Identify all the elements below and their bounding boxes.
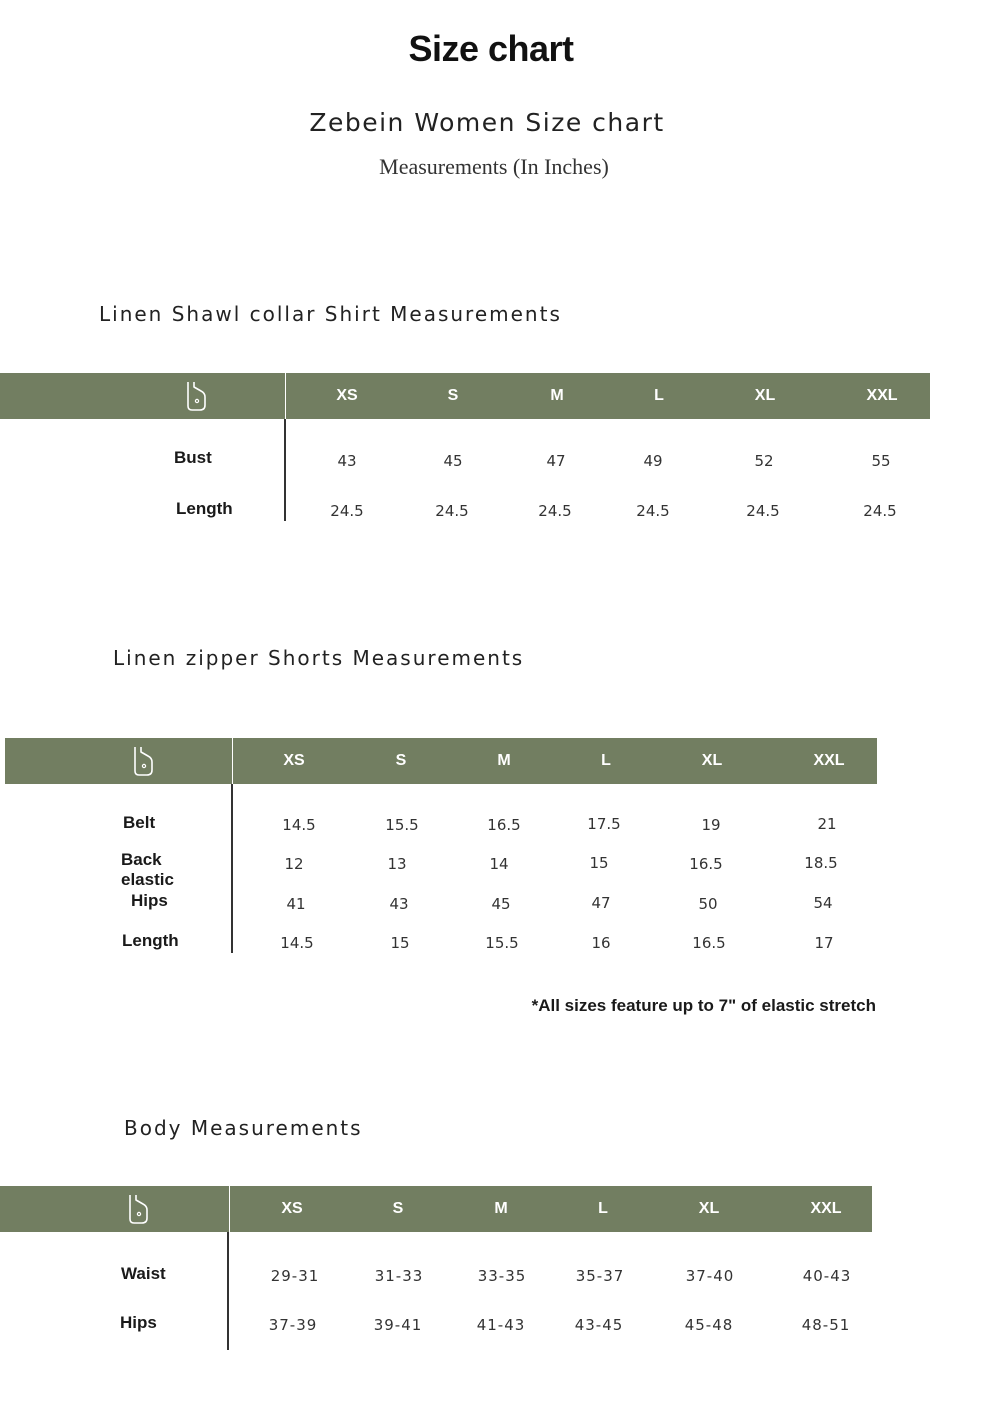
- size-header-xl: XL: [754, 387, 776, 404]
- table-cell: 24.5: [636, 502, 670, 520]
- table-divider: [284, 419, 286, 521]
- size-header-s: S: [447, 387, 459, 404]
- shirt-table-header: [0, 373, 930, 419]
- shirt-section-title: Linen Shawl collar Shirt Measurements: [99, 302, 562, 326]
- table-cell: 37-39: [268, 1316, 318, 1334]
- table-cell: 12: [284, 855, 304, 873]
- size-header-xs: XS: [281, 1200, 303, 1217]
- hanger-tag-icon: [183, 380, 209, 412]
- table-cell: 41-43: [476, 1316, 526, 1334]
- table-cell: 48-51: [801, 1316, 851, 1334]
- size-header-l: L: [654, 387, 664, 404]
- chart-subtitle: Zebein Women Size chart: [309, 108, 665, 137]
- hanger-tag-icon: [125, 1193, 151, 1225]
- shorts-table-header: [5, 738, 877, 784]
- table-cell: 45: [443, 452, 463, 470]
- table-cell: 33-35: [477, 1267, 527, 1285]
- table-cell: 37-40: [685, 1267, 735, 1285]
- table-cell: 55: [871, 452, 891, 470]
- table-cell: 24.5: [863, 502, 897, 520]
- row-label-belt: Belt: [123, 813, 156, 832]
- table-cell: 17: [814, 934, 834, 952]
- size-header-xl: XL: [701, 752, 723, 769]
- table-cell: 41: [286, 895, 306, 913]
- table-cell: 24.5: [746, 502, 780, 520]
- row-label-hips: Hips: [131, 891, 168, 910]
- row-label-hips: Hips: [120, 1313, 157, 1332]
- table-divider: [231, 784, 233, 953]
- table-cell: 29-31: [270, 1267, 320, 1285]
- table-cell: 45: [491, 895, 511, 913]
- size-header-s: S: [395, 752, 407, 769]
- table-cell: 24.5: [435, 502, 469, 520]
- table-cell: 35-37: [575, 1267, 625, 1285]
- table-cell: 16.5: [692, 934, 726, 952]
- size-header-m: M: [550, 387, 564, 404]
- table-cell: 52: [754, 452, 774, 470]
- table-cell: 14.5: [280, 934, 314, 952]
- table-cell: 43-45: [574, 1316, 624, 1334]
- size-header-s: S: [392, 1200, 404, 1217]
- row-label-waist: Waist: [121, 1264, 166, 1283]
- size-header-xs: XS: [336, 387, 358, 404]
- size-header-m: M: [494, 1200, 508, 1217]
- table-cell: 15: [390, 934, 410, 952]
- table-cell: 18.5: [804, 854, 838, 872]
- table-cell: 15.5: [485, 934, 519, 952]
- row-label-length: Length: [122, 931, 179, 950]
- row-label-bust: Bust: [174, 448, 212, 467]
- table-cell: 24.5: [330, 502, 364, 520]
- table-cell: 14: [489, 855, 509, 873]
- size-header-xxl: XXL: [813, 752, 845, 769]
- size-header-l: L: [601, 752, 611, 769]
- table-cell: 43: [389, 895, 409, 913]
- body-section-title: Body Measurements: [124, 1116, 363, 1140]
- row-label-length: Length: [176, 499, 233, 518]
- table-cell: 16.5: [487, 816, 521, 834]
- row-label-back-elastic: Back elastic: [121, 850, 174, 889]
- size-header-xxl: XXL: [866, 387, 898, 404]
- size-header-xl: XL: [698, 1200, 720, 1217]
- table-cell: 14.5: [282, 816, 316, 834]
- table-cell: 17.5: [587, 815, 621, 833]
- table-cell: 21: [817, 815, 837, 833]
- table-cell: 45-48: [684, 1316, 734, 1334]
- table-cell: 15: [589, 854, 609, 872]
- measurement-units: Measurements (In Inches): [379, 154, 609, 179]
- table-cell: 13: [387, 855, 407, 873]
- table-cell: 16: [591, 934, 611, 952]
- table-cell: 40-43: [802, 1267, 852, 1285]
- table-cell: 39-41: [373, 1316, 423, 1334]
- size-header-xxl: XXL: [810, 1200, 842, 1217]
- table-cell: 31-33: [374, 1267, 424, 1285]
- table-divider: [227, 1232, 229, 1350]
- table-cell: 47: [591, 894, 611, 912]
- table-cell: 49: [643, 452, 663, 470]
- table-cell: 47: [546, 452, 566, 470]
- shorts-section-title: Linen zipper Shorts Measurements: [113, 646, 525, 670]
- table-cell: 50: [698, 895, 718, 913]
- table-cell: 54: [813, 894, 833, 912]
- table-cell: 15.5: [385, 816, 419, 834]
- table-cell: 43: [337, 452, 357, 470]
- hanger-tag-icon: [130, 745, 156, 777]
- size-header-l: L: [598, 1200, 608, 1217]
- table-cell: 24.5: [538, 502, 572, 520]
- size-header-m: M: [497, 752, 511, 769]
- size-header-xs: XS: [283, 752, 305, 769]
- body-table-header: [0, 1186, 872, 1232]
- table-cell: 19: [701, 816, 721, 834]
- page-title: Size chart: [408, 28, 574, 69]
- table-cell: 16.5: [689, 855, 723, 873]
- elastic-note: *All sizes feature up to 7" of elastic stretch: [531, 996, 876, 1015]
